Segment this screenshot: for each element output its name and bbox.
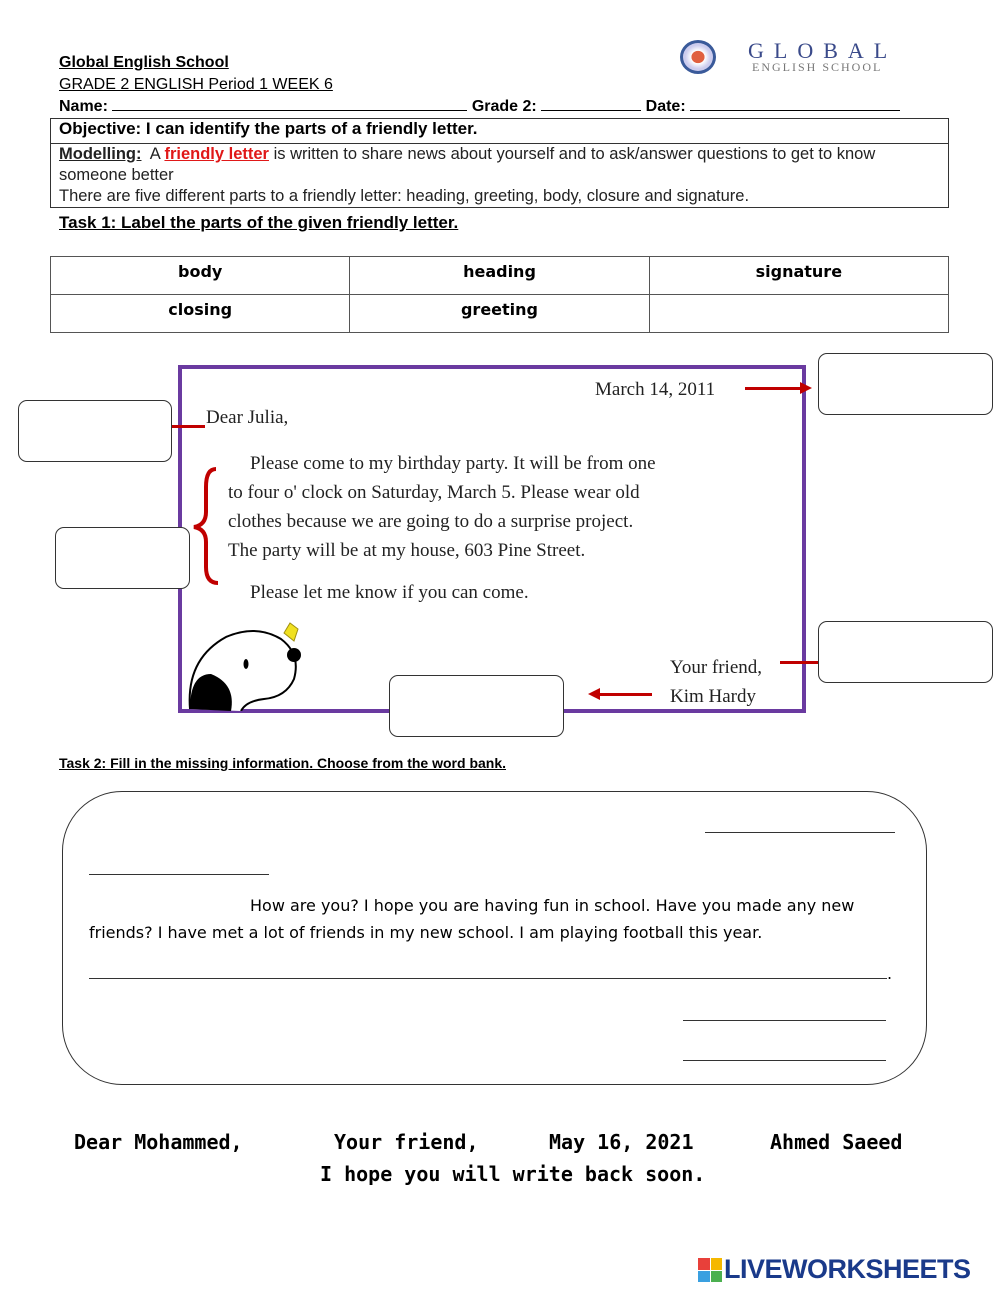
word-chip[interactable]: closing bbox=[51, 295, 350, 333]
body-line: Please come to my birthday party. It will be from one bbox=[250, 453, 656, 474]
body-line: clothes because we are going to do a surprise project. bbox=[228, 511, 634, 532]
signature-drop-box[interactable] bbox=[389, 675, 564, 737]
liveworksheets-brand: LIVEWORKSHEETS bbox=[724, 1254, 971, 1284]
grade-label: Grade 2: bbox=[471, 98, 537, 115]
letter-line: friends? I have met a lot of friends in my new school. I am playing football this year. bbox=[89, 923, 763, 942]
grade-field[interactable] bbox=[541, 110, 641, 111]
body-line: The party will be at my house, 603 Pine Street. bbox=[228, 540, 586, 561]
greeting-drop-box[interactable] bbox=[18, 400, 172, 462]
liveworksheets-logo-icon bbox=[698, 1258, 722, 1282]
modelling-pre: A bbox=[149, 145, 160, 163]
logo-title: GLOBAL bbox=[748, 38, 898, 63]
date-field[interactable] bbox=[690, 110, 900, 111]
snoopy-image bbox=[186, 619, 316, 711]
word-chip[interactable]: heading bbox=[350, 257, 649, 295]
greeting-blank[interactable] bbox=[89, 874, 269, 875]
body-drop-box[interactable] bbox=[55, 527, 190, 589]
body-line: Please let me know if you can come. bbox=[250, 582, 529, 603]
bank-word[interactable]: Your friend, bbox=[334, 1130, 479, 1154]
letter-body bbox=[228, 449, 656, 607]
word-chip[interactable]: greeting bbox=[350, 295, 649, 333]
modelling-text: is written to share news about yourself and to ask/answer questions to get to know someone better bbox=[59, 145, 876, 184]
heading-arrow bbox=[745, 387, 801, 390]
letter-fill-box bbox=[62, 791, 927, 1085]
friendly-letter-term: friendly letter bbox=[164, 145, 269, 163]
task1-title: Task 1: Label the parts of the given friendly letter. bbox=[59, 213, 459, 232]
school-logo bbox=[680, 40, 950, 76]
bank-word[interactable]: I hope you will write back soon. bbox=[320, 1162, 706, 1186]
bank-word[interactable]: Ahmed Saeed bbox=[770, 1130, 903, 1154]
school-name: Global English School bbox=[59, 54, 229, 71]
grade-line: GRADE 2 ENGLISH Period 1 WEEK 6 bbox=[59, 76, 333, 93]
logo-subtitle: ENGLISH SCHOOL bbox=[752, 60, 883, 74]
word-chip[interactable]: signature bbox=[649, 257, 948, 295]
name-label: Name: bbox=[59, 98, 108, 115]
period: . bbox=[887, 964, 893, 983]
bank-word[interactable]: Dear Mohammed, bbox=[74, 1130, 243, 1154]
arrow-head-icon bbox=[588, 688, 600, 700]
letter-signature: Kim Hardy bbox=[670, 686, 757, 707]
word-chip[interactable]: body bbox=[51, 257, 350, 295]
sample-letter bbox=[178, 365, 806, 713]
heading-drop-box[interactable] bbox=[818, 353, 993, 415]
objective: Objective: I can identify the parts of a friendly letter. bbox=[51, 119, 948, 144]
date-blank[interactable] bbox=[705, 832, 895, 833]
closing-drop-box[interactable] bbox=[818, 621, 993, 683]
word-bank-table bbox=[50, 256, 949, 333]
body-line: to four o' clock on Saturday, March 5. Please wear old bbox=[228, 482, 640, 503]
bank-word[interactable]: May 16, 2021 bbox=[549, 1130, 694, 1154]
signature-blank[interactable] bbox=[683, 1060, 886, 1061]
body-brace-icon bbox=[186, 467, 226, 587]
modelling bbox=[51, 144, 948, 207]
name-field[interactable] bbox=[112, 110, 467, 111]
name-grade-date-row bbox=[59, 98, 939, 116]
letter-greeting: Dear Julia, bbox=[206, 407, 289, 428]
modelling-label: Modelling: bbox=[59, 145, 142, 163]
date-label: Date: bbox=[645, 98, 686, 115]
logo-emblem-icon bbox=[680, 40, 716, 74]
letter-closing: Your friend, bbox=[670, 657, 763, 678]
closing-sentence-blank[interactable] bbox=[89, 978, 887, 979]
arrow-head-icon bbox=[800, 382, 812, 394]
letter-date: March 14, 2011 bbox=[595, 379, 716, 400]
parts-text: There are five different parts to a friendly letter: heading, greeting, body, closure and signature. bbox=[59, 187, 750, 205]
signature-arrow bbox=[600, 693, 652, 696]
letter-line: How are you? I hope you are having fun in school. Have you made any new bbox=[250, 896, 855, 915]
closing-blank[interactable] bbox=[683, 1020, 886, 1021]
objective-box bbox=[50, 118, 949, 208]
task2-title: Task 2: Fill in the missing information. Choose from the word bank. bbox=[59, 755, 507, 771]
empty-cell bbox=[649, 295, 948, 333]
